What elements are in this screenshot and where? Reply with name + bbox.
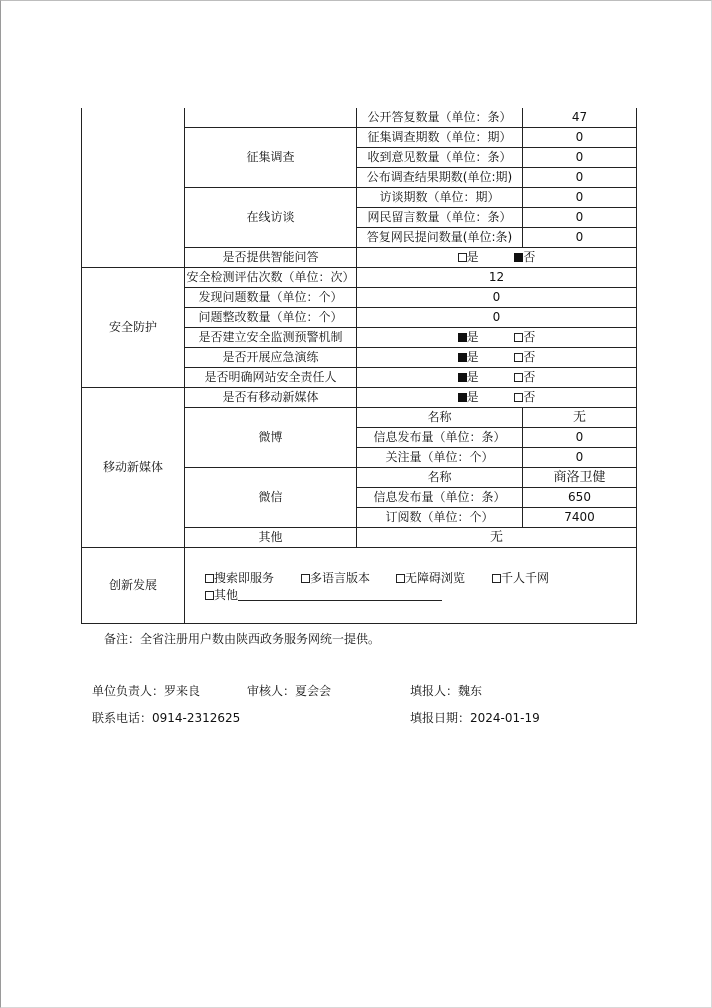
- option-yes: 是: [466, 370, 479, 384]
- reviewer: 审核人：夏会会: [247, 684, 332, 698]
- weibo-followers-label: 关注量（单位：个）: [357, 448, 523, 468]
- blank-cell: [185, 108, 357, 128]
- checkbox-checked-icon[interactable]: [458, 393, 467, 402]
- smart-qa-label: 是否提供智能问答: [185, 248, 357, 268]
- option-no: 否: [523, 330, 536, 344]
- interview-label: 在线访谈: [185, 188, 357, 248]
- innovation-item: 搜索即服务: [214, 571, 275, 585]
- checkbox-unchecked-icon[interactable]: [205, 591, 214, 600]
- filler: 填报人：魏东: [410, 684, 483, 698]
- table-row: [82, 268, 637, 288]
- option-no: 否: [523, 370, 536, 384]
- media-other-value: 无: [357, 528, 637, 548]
- security-fixed-value: 0: [357, 308, 637, 328]
- security-checks-label: 安全检测评估次数（单位：次）: [185, 268, 357, 288]
- unit-head: 单位负责人：罗来良: [92, 684, 201, 698]
- security-warning-label: 是否建立安全监测预警机制: [185, 328, 357, 348]
- security-issues-value: 0: [357, 288, 637, 308]
- option-yes: 是: [466, 390, 479, 404]
- netizen-msg-label: 网民留言数量（单位：条）: [357, 208, 523, 228]
- security-responsible-label: 是否明确网站安全责任人: [185, 368, 357, 388]
- wechat-name-value: 商洛卫健: [523, 468, 637, 488]
- opinions-value: 0: [523, 148, 637, 168]
- checkbox-checked-icon[interactable]: [458, 333, 467, 342]
- weibo-name-label: 名称: [357, 408, 523, 428]
- wechat-label: 微信: [185, 468, 357, 528]
- innovation-item: 多语言版本: [310, 571, 371, 585]
- results-label: 公布调查结果期数(单位:期): [357, 168, 523, 188]
- innovation-other-label: 其他: [214, 588, 239, 602]
- wechat-posts-value: 650: [523, 488, 637, 508]
- table-row: [82, 388, 637, 408]
- wechat-posts-label: 信息发布量（单位：条）: [357, 488, 523, 508]
- option-no: 否: [523, 390, 536, 404]
- media-section-label: 移动新媒体: [82, 388, 185, 548]
- weibo-name-value: 无: [523, 408, 637, 428]
- report-table: [81, 108, 637, 624]
- option-yes: 是: [466, 330, 479, 344]
- wechat-subs-value: 7400: [523, 508, 637, 528]
- netizen-answer-label: 答复网民提问数量(单位:条): [357, 228, 523, 248]
- phone: 联系电话：0914-2312625: [92, 711, 241, 725]
- security-fixed-label: 问题整改数量（单位：个）: [185, 308, 357, 328]
- innovation-item: 无障碍浏览: [405, 571, 466, 585]
- has-media-options: [357, 388, 637, 408]
- checkbox-checked-icon[interactable]: [458, 353, 467, 362]
- checkbox-unchecked-icon[interactable]: [492, 574, 501, 583]
- checkbox-unchecked-icon[interactable]: [396, 574, 405, 583]
- footnote: 备注：全省注册用户数由陕西政务服务网统一提供。: [104, 632, 381, 646]
- netizen-answer-value: 0: [523, 228, 637, 248]
- interaction-section-cell: [82, 108, 185, 268]
- interview-periods-value: 0: [523, 188, 637, 208]
- smart-qa-no: 否: [523, 250, 536, 264]
- table-row: [82, 108, 637, 128]
- table-row: [82, 548, 637, 624]
- smart-qa-options: [357, 248, 637, 268]
- security-responsible-options: [357, 368, 637, 388]
- smart-qa-yes: 是: [466, 250, 479, 264]
- security-drill-label: 是否开展应急演练: [185, 348, 357, 368]
- checkbox-checked-icon[interactable]: [458, 373, 467, 382]
- opinions-label: 收到意见数量（单位：条）: [357, 148, 523, 168]
- checkbox-unchecked-icon[interactable]: [205, 574, 214, 583]
- survey-label: 征集调查: [185, 128, 357, 188]
- public-reply-label: 公开答复数量（单位：条）: [357, 108, 523, 128]
- innovation-section-label: 创新发展: [82, 548, 185, 624]
- survey-periods-label: 征集调查期数（单位：期）: [357, 128, 523, 148]
- interview-periods-label: 访谈期数（单位：期）: [357, 188, 523, 208]
- weibo-followers-value: 0: [523, 448, 637, 468]
- innovation-other-input[interactable]: [238, 588, 442, 601]
- security-warning-options: [357, 328, 637, 348]
- wechat-subs-label: 订阅数（单位：个）: [357, 508, 523, 528]
- checkbox-unchecked-icon[interactable]: [301, 574, 310, 583]
- checkbox-unchecked-icon[interactable]: [458, 253, 467, 262]
- weibo-posts-label: 信息发布量（单位：条）: [357, 428, 523, 448]
- innovation-item: 千人千网: [501, 571, 550, 585]
- media-other-label: 其他: [185, 528, 357, 548]
- security-checks-value: 12: [357, 268, 637, 288]
- weibo-label: 微博: [185, 408, 357, 468]
- security-drill-options: [357, 348, 637, 368]
- public-reply-value: 47: [523, 108, 637, 128]
- security-issues-label: 发现问题数量（单位：个）: [185, 288, 357, 308]
- has-media-label: 是否有移动新媒体: [185, 388, 357, 408]
- option-yes: 是: [466, 350, 479, 364]
- fill-date: 填报日期：2024-01-19: [410, 711, 540, 725]
- security-section-label: 安全防护: [82, 268, 185, 388]
- option-no: 否: [523, 350, 536, 364]
- weibo-posts-value: 0: [523, 428, 637, 448]
- innovation-options: [185, 548, 637, 624]
- survey-periods-value: 0: [523, 128, 637, 148]
- netizen-msg-value: 0: [523, 208, 637, 228]
- results-value: 0: [523, 168, 637, 188]
- wechat-name-label: 名称: [357, 468, 523, 488]
